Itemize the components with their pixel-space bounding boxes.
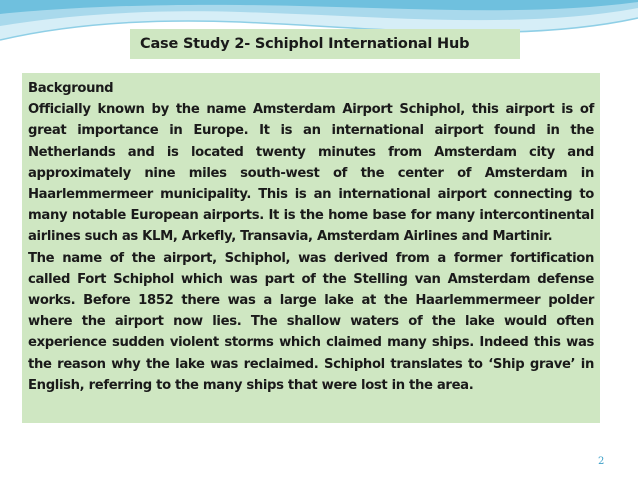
page-number: 2 bbox=[598, 456, 605, 467]
content-box bbox=[22, 73, 600, 423]
slide-title bbox=[130, 29, 520, 59]
paragraph-2: The name of the airport, Schiphol, was derived from a former fortification called Fort Schiphol which was part of the Stelling van Amsterdam defense works. Before 1852 there was a large lake at the Haarlemmermeer polder where the airport now lies. The shallow waters of the lake would often experience sudden violent storms which claimed many ships. Indeed this was the reason why the lake was reclaimed. Schiphol translates to ‘Ship grave’ in English, referring to the many ships that were lost in the area. bbox=[28, 250, 594, 393]
paragraph-1: Officially known by the name Amsterdam Airport Schiphol, this airport is of great importance in Europe. It is an international airport found in the Netherlands and is located twenty minutes from Amsterdam city and approximately nine miles south-west of the center of Amsterdam in Haarlemmermeer municipality. This is an international airport connecting to many notable European airports. It is the home base for many intercontinental airlines such as KLM, Arkefly, Transavia, Amsterdam Airlines and Martinir. bbox=[28, 102, 594, 245]
slide-title-text: Case Study 2- Schiphol International Hub bbox=[140, 36, 470, 52]
section-heading: Background bbox=[28, 81, 114, 96]
